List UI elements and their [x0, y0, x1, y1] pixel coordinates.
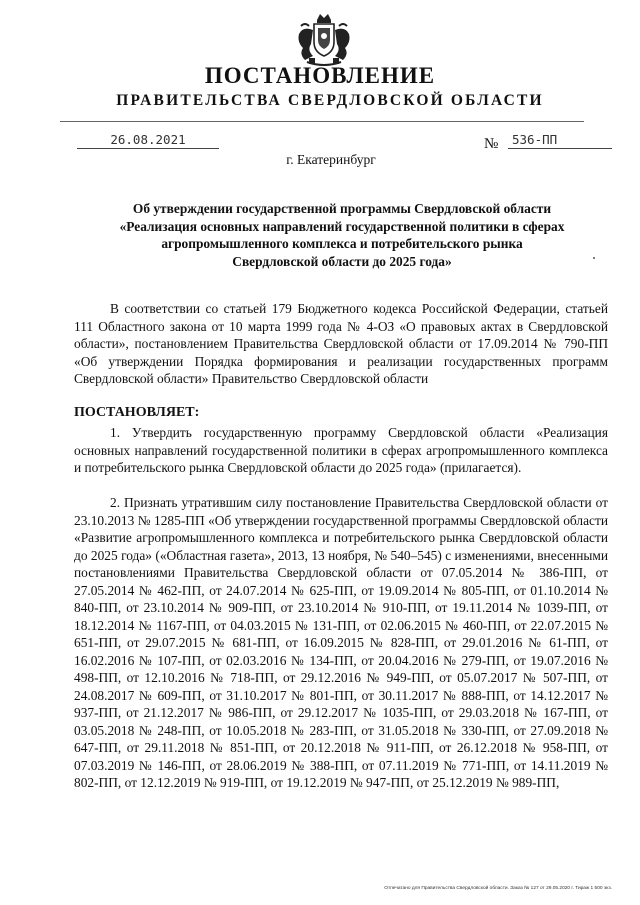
item-2-paragraph	[74, 494, 608, 792]
intro-paragraph	[74, 300, 608, 388]
heading-line: Об утверждении государственной программы Свердловской области	[132, 201, 552, 216]
heading-line: агропромышленного комплекса и потребительского рынка	[161, 236, 523, 251]
city: г. Екатеринбург	[286, 152, 376, 167]
document-title: ПОСТАНОВЛЕНИЕ	[204, 63, 436, 88]
heading-line: Свердловской области до 2025 года»	[232, 253, 452, 269]
item-1-text: 1. Утвердить государственную программу Свердловской области «Реализация основных направлений государственной политики в сферах агропромышленного комплекса и потребительского рынка Свердловской области до 2025 года» (прилагается).	[74, 425, 608, 475]
document-heading	[72, 200, 612, 270]
intro-text: В соответствии со статьей 179 Бюджетного кодекса Российской Федерации, статьей 111 Областного закона от 10 марта 1999 года № 4-ОЗ «О правовых актах в Свердловской области», постановлением Правительства Свердловской области от 17.09.2014 № 790-ПП «Об утверждении Порядка формирования и реализации государственных программ Свердловской области» Правительство Свердловской области	[74, 301, 608, 386]
item-2-text: 2. Признать утратившим силу постановление Правительства Свердловской области от 23.10.2013 № 1285-ПП «Об утверждении государственной программы Свердловской области «Развитие агропромышленного комплекса и потребительского рынка Свердловской области до 2025 года» («Областная газета», 2013, 13 ноября, № 540–545) с изменениями, внесенными постановлениями Правительства Свердловской области от 07.05.2014 № 386-ПП, от 27.05.2014 № 462-ПП, от 24.07.2014 № 625-ПП, от 19.09.2014 № 805-ПП, от 01.10.2014 № 840-ПП, от 23.10.2014 № 909-ПП, от 23.10.2014 № 910-ПП, от 19.11.2014 № 1039-ПП, от 18.12.2014 № 1167-ПП, от 04.03.2015 № 131-ПП, от 02.06.2015 № 460-ПП, от 22.07.2015 № 651-ПП, от 29.07.2015 № 681-ПП, от 16.09.2015 № 828-ПП, от 29.01.2016 № 61-ПП, от 16.02.2016 № 107-ПП, от 02.03.2016 № 134-ПП, от 20.04.2016 № 279-ПП, от 19.07.2016 № 498-ПП, от 12.10.2016 № 718-ПП, от 29.12.2016 № 949-ПП, от 05.07.2017 № 507-ПП, от 24.08.2017 № 609-ПП, от 31.10.2017 № 801-ПП, от 30.11.2017 № 888-ПП, от 14.12.2017 № 937-ПП, от 21.12.2017 № 986-ПП, от 29.12.2017 № 1035-ПП, от 29.03.2018 № 167-ПП, от 03.05.2018 № 248-ПП, от 10.05.2018 № 283-ПП, от 31.05.2018 № 330-ПП, от 27.09.2018 № 647-ПП, от 29.11.2018 № 851-ПП, от 20.12.2018 № 911-ПП, от 26.12.2018 № 958-ПП, от 07.03.2019 № 146-ПП, от 28.06.2019 № 388-ПП, от 07.11.2019 № 771-ПП, от 14.11.2019 № 802-ПП, от 12.12.2019 № 919-ПП, от 19.12.2019 № 947-ПП, от 25.12.2019 № 989-ПП,	[74, 495, 608, 790]
decree-word: ПОСТАНОВЛЯЕТ:	[74, 405, 200, 420]
print-note: Отпечатано для Правительства Свердловской области. Заказ № 127 от 29.05.2020 г. Тираж 1 500 экз.	[384, 886, 612, 891]
document-number: 536-ПП	[508, 132, 612, 149]
item-1-paragraph	[74, 424, 608, 477]
coat-of-arms-icon	[293, 12, 355, 68]
heading-line: «Реализация основных направлений государственной политики в сферах	[119, 218, 565, 234]
document-date: 26.08.2021	[77, 132, 219, 149]
scan-speck	[593, 257, 595, 259]
header-divider	[60, 121, 584, 122]
issuer-name: ПРАВИТЕЛЬСТВА СВЕРДЛОВСКОЙ ОБЛАСТИ	[116, 92, 544, 109]
number-sign: №	[484, 136, 499, 152]
